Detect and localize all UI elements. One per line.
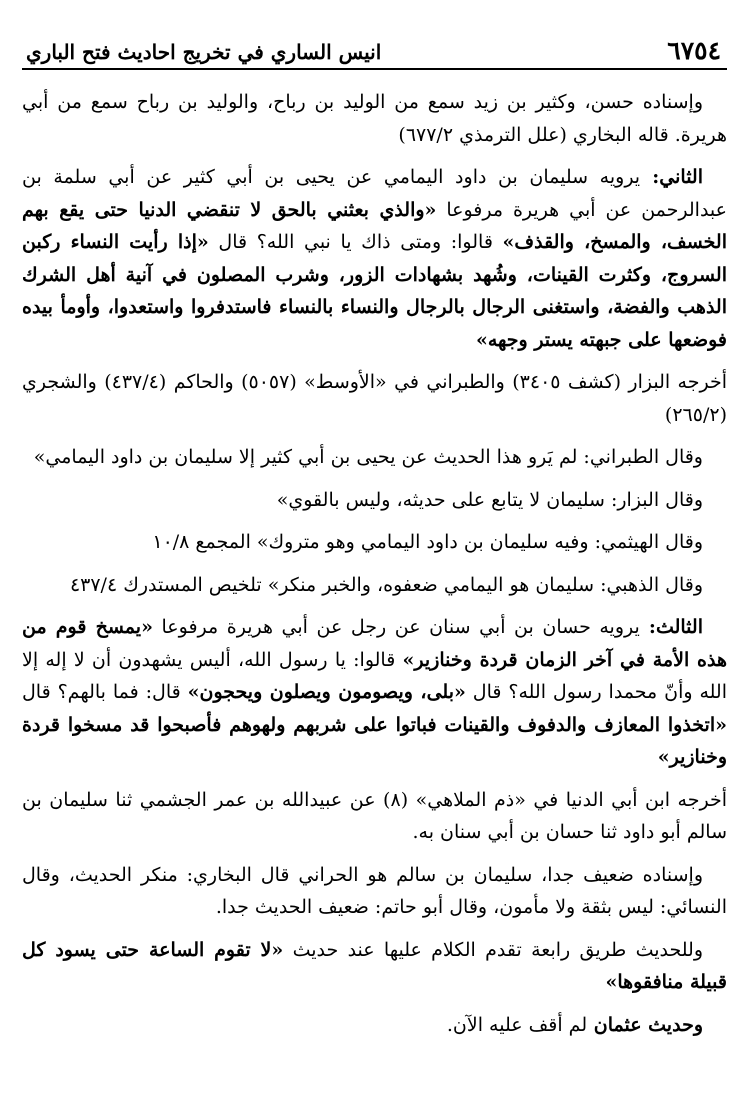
page-header [22,34,727,70]
text-run: لم أقف عليه الآن. [446,1013,588,1036]
paragraph [22,526,727,559]
paragraph [22,1009,727,1042]
paragraph [22,784,727,849]
body-text [22,86,727,1051]
paragraph [22,484,727,517]
text-run: وإسناده حسن، وكثير بن زيد سمع من الوليد بن رباح، والوليد بن رباح سمع من أبي هريرة. قاله البخاري (علل الترمذي ٦٧٧/٢) [22,91,727,146]
bold-text-run: «اتخذوا المعازف والدفوف والقينات فباتوا على شربهم ولهوهم فأصبحوا قد مسخوا قردة وخنازير» [22,713,727,768]
paragraph [22,859,727,924]
text-run: وقال الهيثمي: وفيه سليمان بن داود اليمامي وهو متروك» المجمع ١٠/٨ [152,531,703,553]
text-run: يرويه حسان بن أبي سنان عن رجل عن أبي هريرة مرفوعا [152,616,640,638]
text-run: وللحديث طريق رابعة تقدم الكلام عليها عند حديث [283,938,704,961]
paragraph [22,441,727,474]
text-run: وقال البزار: سليمان لا يتابع على حديثه، وليس بالقوي» [276,488,703,511]
paragraph [22,366,727,431]
text-run: أخرجه ابن أبي الدنيا في «ذم الملاهي» (٨) عن عبيدالله بن عمر الجشمي ثنا سليمان بن سالم أبو داود ثنا حسان بن أبي سنان به. [22,788,727,843]
paragraph [22,161,727,356]
bold-text-run: «لا تقوم الساعة حتى يسود كل قبيلة منافقوها» [22,938,727,993]
bold-text-run: «والذي بعثني بالحق لا تنقضي الدنيا حتى يقع بهم الخسف، والمسخ، والقذف» [22,198,727,253]
text-run: قالوا: يا رسول الله، أليس يشهدون أن لا إله إلا الله وأنّ محمدا رسول الله؟ قال [22,648,727,703]
paragraph [22,569,727,602]
text-run: وإسناده ضعيف جدا، سليمان بن سالم هو الحراني قال البخاري: منكر الحديث، وقال النسائي: ليس بثقة ولا مأمون، وقال أبو حاتم: ضعيف الحديث جدا. [22,863,727,918]
bold-text-run: وحديث عثمان [587,1013,703,1036]
paragraph [22,611,727,774]
paragraph [22,934,727,999]
bold-text-run: «بلى، ويصومون ويصلون ويحجون» [187,681,466,703]
text-run: يرويه سليمان بن داود اليمامي عن يحيى بن أبي كثير عن أبي سلمة بن عبدالرحمن عن أبي هريرة مرفوعا [22,166,727,221]
text-run: وقال الذهبي: سليمان هو اليمامي ضعفوه، والخبر منكر» تلخيص المستدرك ٤٣٧/٤ [69,573,703,596]
text-run: أخرجه البزار (كشف ٣٤٠٥) والطبراني في «الأوسط» (٥٠٥٧) والحاكم (٤٣٧/٤) والشجري (٢٦٥/٢) [22,371,727,426]
bold-text-run: الثالث: [639,616,703,638]
page-number: ٦٧٥٤ [667,36,721,65]
text-run: قالوا: ومتى ذاك يا نبي الله؟ قال [208,231,503,253]
text-run: قال: فما بالهم؟ قال [22,681,188,703]
text-run: وقال الطبراني: لم يَرو هذا الحديث عن يحيى بن أبي كثير إلا سليمان بن داود اليمامي» [33,446,703,468]
book-title: انيس الساري في تخريج احاديث فتح الباري [26,40,382,64]
bold-text-run: الثاني: [640,166,704,188]
bold-text-run: «إذا رأيت النساء ركبن السروج، وكثرت القينات، وشُهد بشهادات الزور، وشرب المصلون في آنية أهل الشرك الذهب والفضة، واستغنى الرجال بالرجال والنساء بالنساء فاستدفروا واستعدوا، وأومأ بيده فوضعها على جبهته يستر وجهه» [22,231,727,351]
bold-text-run: «يمسخ قوم من هذه الأمة في آخر الزمان قردة وخنازير» [22,616,727,671]
paragraph [22,86,727,151]
